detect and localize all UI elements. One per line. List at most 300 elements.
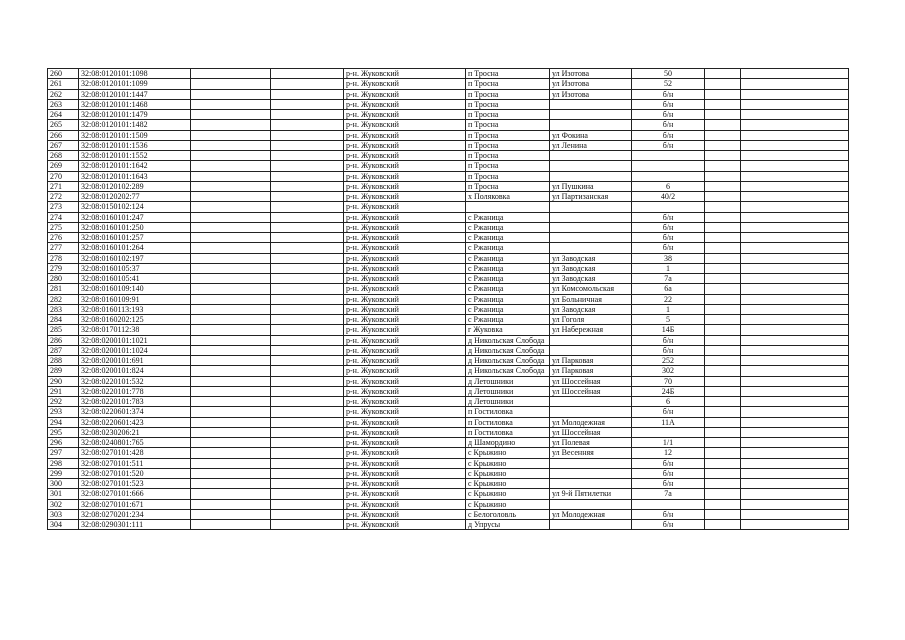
cadastral-number-cell: 32:08:0160113:193 [79,304,191,314]
district-cell: р-н. Жуковский [344,79,466,89]
cadastral-number-cell: 32:08:0120102:289 [79,181,191,191]
settlement-cell: п Тросна [466,130,550,140]
settlement-cell: п Тросна [466,161,550,171]
blank-col-a-cell [191,345,271,355]
street-cell [550,222,632,232]
house-number-cell: 11А [632,417,705,427]
cadastral-number-cell: 32:08:0160102:197 [79,253,191,263]
blank-col-c-cell [705,110,741,120]
table-row [48,110,849,120]
blank-col-d-cell [741,181,849,191]
blank-col-b-cell [271,499,344,509]
cadastral-number-cell: 32:08:0270101:523 [79,479,191,489]
row-number-cell: 269 [48,161,79,171]
cadastral-number-cell: 32:08:0230206:21 [79,427,191,437]
blank-col-a-cell [191,202,271,212]
cadastral-number-cell: 32:08:0270101:520 [79,468,191,478]
settlement-cell: с Ржаница [466,253,550,263]
cadastral-number-cell: 32:08:0160109:140 [79,284,191,294]
street-cell [550,520,632,530]
blank-col-b-cell [271,99,344,109]
blank-col-b-cell [271,520,344,530]
settlement-cell: с Ржаница [466,274,550,284]
cadastral-number-cell: 32:08:0120101:1643 [79,171,191,181]
house-number-cell: 1 [632,263,705,273]
cadastral-number-cell: 32:08:0120101:1482 [79,120,191,130]
blank-col-a-cell [191,294,271,304]
cadastral-number-cell: 32:08:0270101:671 [79,499,191,509]
blank-col-d-cell [741,520,849,530]
blank-col-c-cell [705,468,741,478]
street-cell: ул Шоссейная [550,386,632,396]
cadastral-number-cell: 32:08:0240801:765 [79,438,191,448]
blank-col-b-cell [271,448,344,458]
row-number-cell: 284 [48,315,79,325]
row-number-cell: 282 [48,294,79,304]
blank-col-d-cell [741,192,849,202]
street-cell [550,499,632,509]
cadastral-number-cell: 32:08:0270101:511 [79,458,191,468]
blank-col-c-cell [705,69,741,79]
row-number-cell: 272 [48,192,79,202]
settlement-cell: с Ржаница [466,294,550,304]
row-number-cell: 303 [48,509,79,519]
district-cell: р-н. Жуковский [344,243,466,253]
row-number-cell: 288 [48,356,79,366]
blank-col-c-cell [705,509,741,519]
blank-col-c-cell [705,181,741,191]
house-number-cell [632,151,705,161]
street-cell: ул Ленина [550,140,632,150]
table-row [48,315,849,325]
settlement-cell: д Никольская Слобода [466,356,550,366]
table-row [48,243,849,253]
blank-col-d-cell [741,212,849,222]
blank-col-b-cell [271,202,344,212]
blank-col-a-cell [191,284,271,294]
blank-col-c-cell [705,263,741,273]
blank-col-b-cell [271,294,344,304]
blank-col-a-cell [191,151,271,161]
cadastral-number-cell: 32:08:0160202:125 [79,315,191,325]
table-row [48,376,849,386]
cadastral-number-cell: 32:08:0220101:532 [79,376,191,386]
house-number-cell: 50 [632,69,705,79]
row-number-cell: 273 [48,202,79,212]
district-cell: р-н. Жуковский [344,386,466,396]
blank-col-a-cell [191,79,271,89]
table-row [48,427,849,437]
cadastral-number-cell: 32:08:0120101:1509 [79,130,191,140]
cadastral-number-cell: 32:08:0120101:1468 [79,99,191,109]
street-cell [550,110,632,120]
table-row [48,181,849,191]
settlement-cell: д Летошники [466,386,550,396]
cadastral-number-cell: 32:08:0220601:423 [79,417,191,427]
cadastral-number-cell: 32:08:0200101:1024 [79,345,191,355]
blank-col-d-cell [741,397,849,407]
row-number-cell: 275 [48,222,79,232]
blank-col-b-cell [271,509,344,519]
cadastral-number-cell: 32:08:0160101:247 [79,212,191,222]
street-cell [550,345,632,355]
blank-col-b-cell [271,89,344,99]
blank-col-b-cell [271,120,344,130]
blank-col-d-cell [741,325,849,335]
blank-col-c-cell [705,294,741,304]
blank-col-d-cell [741,120,849,130]
table-row [48,520,849,530]
house-number-cell: 1/1 [632,438,705,448]
blank-col-b-cell [271,79,344,89]
street-cell [550,458,632,468]
house-number-cell: б/н [632,520,705,530]
settlement-cell: с Крыжино [466,479,550,489]
district-cell: р-н. Жуковский [344,417,466,427]
street-cell: ул Пушкина [550,181,632,191]
row-number-cell: 285 [48,325,79,335]
row-number-cell: 270 [48,171,79,181]
blank-col-d-cell [741,294,849,304]
blank-col-b-cell [271,366,344,376]
house-number-cell: 70 [632,376,705,386]
row-number-cell: 293 [48,407,79,417]
blank-col-c-cell [705,376,741,386]
blank-col-a-cell [191,479,271,489]
blank-col-a-cell [191,212,271,222]
blank-col-a-cell [191,222,271,232]
blank-col-d-cell [741,284,849,294]
row-number-cell: 301 [48,489,79,499]
blank-col-c-cell [705,479,741,489]
blank-col-d-cell [741,69,849,79]
settlement-cell: с Ржаница [466,304,550,314]
row-number-cell: 294 [48,417,79,427]
street-cell [550,407,632,417]
district-cell: р-н. Жуковский [344,202,466,212]
row-number-cell: 304 [48,520,79,530]
blank-col-a-cell [191,243,271,253]
blank-col-c-cell [705,304,741,314]
district-cell: р-н. Жуковский [344,212,466,222]
cadastral-number-cell: 32:08:0220101:778 [79,386,191,396]
street-cell [550,202,632,212]
settlement-cell: г Жуковка [466,325,550,335]
blank-col-b-cell [271,315,344,325]
blank-col-c-cell [705,417,741,427]
blank-col-c-cell [705,253,741,263]
blank-col-a-cell [191,417,271,427]
house-number-cell: 7а [632,489,705,499]
property-table [47,68,849,530]
table-row [48,438,849,448]
row-number-cell: 289 [48,366,79,376]
settlement-cell: д Никольская Слобода [466,335,550,345]
blank-col-c-cell [705,438,741,448]
table-row [48,294,849,304]
blank-col-d-cell [741,202,849,212]
cadastral-number-cell: 32:08:0270101:428 [79,448,191,458]
blank-col-b-cell [271,233,344,243]
blank-col-c-cell [705,192,741,202]
blank-col-a-cell [191,171,271,181]
blank-col-b-cell [271,427,344,437]
blank-col-a-cell [191,233,271,243]
blank-col-c-cell [705,325,741,335]
table-row [48,284,849,294]
table-row [48,161,849,171]
blank-col-a-cell [191,356,271,366]
settlement-cell: с Ржаница [466,263,550,273]
blank-col-a-cell [191,407,271,417]
settlement-cell: д Никольская Слобода [466,345,550,355]
blank-col-c-cell [705,386,741,396]
settlement-cell: п Гостиловка [466,417,550,427]
cadastral-number-cell: 32:08:0150102:124 [79,202,191,212]
street-cell: ул Заводская [550,304,632,314]
district-cell: р-н. Жуковский [344,274,466,284]
house-number-cell: б/н [632,407,705,417]
blank-col-a-cell [191,509,271,519]
street-cell [550,468,632,478]
blank-col-a-cell [191,468,271,478]
row-number-cell: 266 [48,130,79,140]
blank-col-d-cell [741,438,849,448]
cadastral-number-cell: 32:08:0220601:374 [79,407,191,417]
street-cell: ул Полевая [550,438,632,448]
house-number-cell: 38 [632,253,705,263]
blank-col-c-cell [705,427,741,437]
row-number-cell: 290 [48,376,79,386]
house-number-cell [632,171,705,181]
blank-col-d-cell [741,479,849,489]
row-number-cell: 260 [48,69,79,79]
table-row [48,69,849,79]
house-number-cell: б/н [632,468,705,478]
blank-col-c-cell [705,212,741,222]
settlement-cell: с Крыжино [466,468,550,478]
settlement-cell: д Никольская Слобода [466,366,550,376]
settlement-cell: с Ржаница [466,233,550,243]
blank-col-a-cell [191,427,271,437]
street-cell: ул Заводская [550,263,632,273]
blank-col-c-cell [705,397,741,407]
blank-col-d-cell [741,407,849,417]
cadastral-number-cell: 32:08:0120202:77 [79,192,191,202]
district-cell: р-н. Жуковский [344,304,466,314]
house-number-cell: б/н [632,99,705,109]
settlement-cell: д Летошники [466,376,550,386]
street-cell: ул Партизанская [550,192,632,202]
cadastral-number-cell: 32:08:0200101:1021 [79,335,191,345]
blank-col-d-cell [741,458,849,468]
row-number-cell: 274 [48,212,79,222]
row-number-cell: 263 [48,99,79,109]
blank-col-c-cell [705,120,741,130]
table-row [48,366,849,376]
blank-col-a-cell [191,397,271,407]
cadastral-number-cell: 32:08:0290301:111 [79,520,191,530]
row-number-cell: 281 [48,284,79,294]
table-row [48,253,849,263]
street-cell: ул Гоголя [550,315,632,325]
street-cell: ул 9-й Пятилетки [550,489,632,499]
blank-col-a-cell [191,120,271,130]
blank-col-a-cell [191,253,271,263]
street-cell [550,233,632,243]
street-cell [550,479,632,489]
blank-col-c-cell [705,499,741,509]
settlement-cell: с Ржаница [466,315,550,325]
house-number-cell: б/н [632,335,705,345]
blank-col-a-cell [191,438,271,448]
table-row [48,489,849,499]
table-row [48,233,849,243]
street-cell: ул Больничная [550,294,632,304]
blank-col-b-cell [271,243,344,253]
house-number-cell [632,202,705,212]
blank-col-a-cell [191,181,271,191]
table-row [48,274,849,284]
street-cell: ул Парковая [550,356,632,366]
street-cell [550,397,632,407]
blank-col-d-cell [741,263,849,273]
cadastral-number-cell: 32:08:0160105:41 [79,274,191,284]
blank-col-a-cell [191,304,271,314]
house-number-cell [632,161,705,171]
table-row [48,192,849,202]
district-cell: р-н. Жуковский [344,69,466,79]
table-row [48,263,849,273]
blank-col-b-cell [271,386,344,396]
settlement-cell: с Ржаница [466,212,550,222]
blank-col-d-cell [741,376,849,386]
blank-col-a-cell [191,192,271,202]
row-number-cell: 300 [48,479,79,489]
blank-col-c-cell [705,130,741,140]
blank-col-d-cell [741,335,849,345]
district-cell: р-н. Жуковский [344,397,466,407]
house-number-cell: 52 [632,79,705,89]
street-cell: ул Молодежная [550,417,632,427]
cadastral-number-cell: 32:08:0160109:91 [79,294,191,304]
settlement-cell: с Крыжино [466,499,550,509]
blank-col-a-cell [191,130,271,140]
street-cell: ул Парковая [550,366,632,376]
house-number-cell: 6 [632,181,705,191]
table-row [48,417,849,427]
house-number-cell: б/н [632,458,705,468]
table-row [48,356,849,366]
row-number-cell: 295 [48,427,79,437]
street-cell: ул Фокина [550,130,632,140]
row-number-cell: 277 [48,243,79,253]
blank-col-d-cell [741,171,849,181]
blank-col-b-cell [271,151,344,161]
blank-col-d-cell [741,509,849,519]
blank-col-d-cell [741,222,849,232]
blank-col-b-cell [271,397,344,407]
blank-col-c-cell [705,274,741,284]
house-number-cell: 6а [632,284,705,294]
street-cell [550,335,632,345]
row-number-cell: 286 [48,335,79,345]
blank-col-c-cell [705,222,741,232]
blank-col-d-cell [741,110,849,120]
table-row [48,509,849,519]
district-cell: р-н. Жуковский [344,294,466,304]
blank-col-c-cell [705,140,741,150]
blank-col-b-cell [271,438,344,448]
table-body [48,69,849,530]
blank-col-c-cell [705,356,741,366]
blank-col-b-cell [271,212,344,222]
blank-col-c-cell [705,89,741,99]
house-number-cell: б/н [632,243,705,253]
blank-col-a-cell [191,366,271,376]
blank-col-c-cell [705,345,741,355]
settlement-cell: д Летошники [466,397,550,407]
district-cell: р-н. Жуковский [344,458,466,468]
blank-col-d-cell [741,386,849,396]
settlement-cell: с Крыжино [466,489,550,499]
blank-col-a-cell [191,69,271,79]
table-row [48,212,849,222]
settlement-cell: п Тросна [466,110,550,120]
blank-col-c-cell [705,243,741,253]
blank-col-d-cell [741,427,849,437]
blank-col-b-cell [271,345,344,355]
table-row [48,140,849,150]
blank-col-c-cell [705,315,741,325]
street-cell: ул Изотова [550,89,632,99]
blank-col-d-cell [741,151,849,161]
blank-col-a-cell [191,386,271,396]
settlement-cell: с Ржаница [466,222,550,232]
blank-col-c-cell [705,171,741,181]
blank-col-a-cell [191,274,271,284]
house-number-cell: 1 [632,304,705,314]
row-number-cell: 279 [48,263,79,273]
blank-col-b-cell [271,417,344,427]
blank-col-c-cell [705,366,741,376]
blank-col-a-cell [191,520,271,530]
table-row [48,130,849,140]
blank-col-b-cell [271,222,344,232]
settlement-cell: с Крыжино [466,458,550,468]
cadastral-number-cell: 32:08:0160105:37 [79,263,191,273]
street-cell [550,243,632,253]
blank-col-d-cell [741,140,849,150]
district-cell: р-н. Жуковский [344,356,466,366]
house-number-cell: б/н [632,345,705,355]
blank-col-b-cell [271,407,344,417]
house-number-cell: б/н [632,130,705,140]
street-cell [550,171,632,181]
table-row [48,222,849,232]
row-number-cell: 298 [48,458,79,468]
house-number-cell [632,499,705,509]
district-cell: р-н. Жуковский [344,89,466,99]
house-number-cell: 6 [632,397,705,407]
settlement-cell: п Тросна [466,151,550,161]
district-cell: р-н. Жуковский [344,345,466,355]
blank-col-b-cell [271,325,344,335]
cadastral-number-cell: 32:08:0160101:264 [79,243,191,253]
blank-col-c-cell [705,448,741,458]
house-number-cell: 22 [632,294,705,304]
table-row [48,151,849,161]
